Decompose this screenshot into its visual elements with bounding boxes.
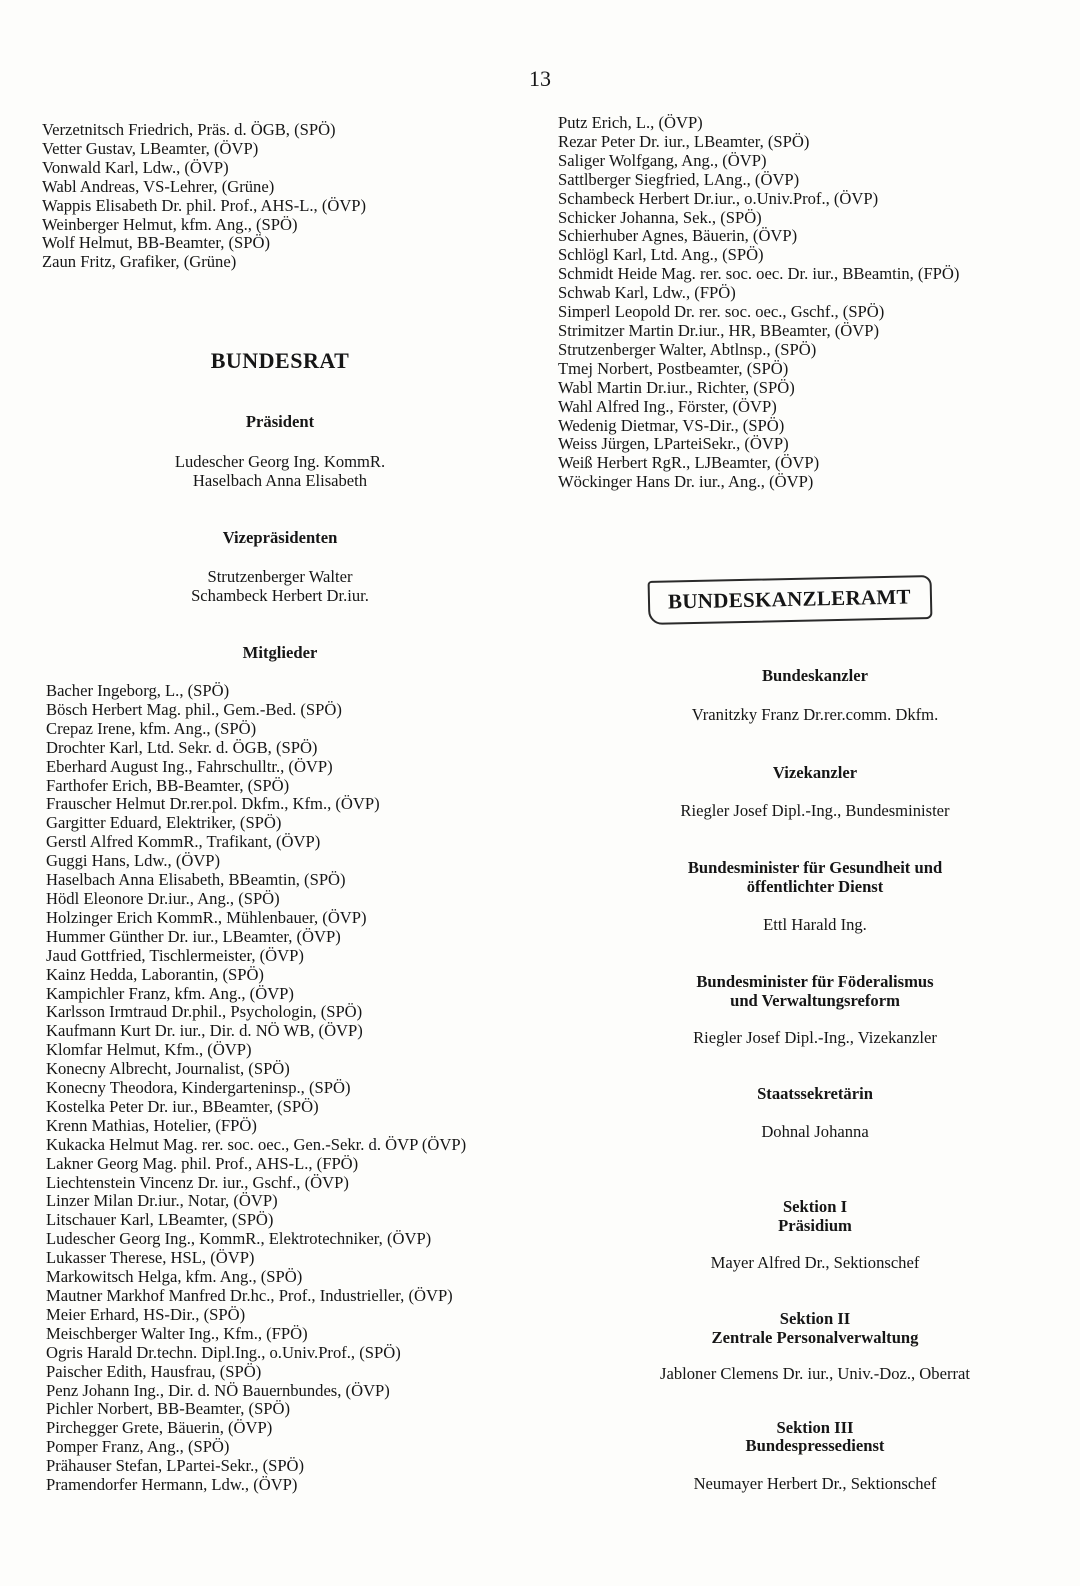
list-item: Weinberger Helmut, kfm. Ang., (SPÖ) <box>42 214 298 234</box>
section-name: Ettl Harald Ing. <box>763 915 867 934</box>
list-item: Pramendorfer Hermann, Ldw., (ÖVP) <box>46 1475 298 1495</box>
list-item: Frauscher Helmut Dr.rer.pol. Dkfm., Kfm., (ÖVP) <box>46 794 380 814</box>
list-item: Prähauser Stefan, LPartei-Sekr., (SPÖ) <box>46 1456 305 1476</box>
list-item: Rezar Peter Dr. iur., LBeamter, (SPÖ) <box>558 131 810 151</box>
section-heading: Sektion I <box>782 1197 848 1216</box>
list-item: Hummer Günther Dr. iur., LBeamter, (ÖVP) <box>46 926 341 946</box>
list-item: Simperl Leopold Dr. rer. soc. oec., Gschf., (SPÖ) <box>558 302 885 322</box>
list-item: Jaud Gottfried, Tischlermeister, (ÖVP) <box>46 945 304 965</box>
list-item: Meischberger Walter Ing., Kfm., (FPÖ) <box>46 1323 308 1343</box>
section-heading-line2: Präsidium <box>778 1216 852 1235</box>
list-item: Farthofer Erich, BB-Beamter, (SPÖ) <box>46 775 290 795</box>
list-item: Linzer Milan Dr.iur., Notar, (ÖVP) <box>46 1191 278 1211</box>
vizepraesidenten-heading: Vizepräsidenten <box>222 528 338 547</box>
section-name: Riegler Josef Dipl.-Ing., Bundesminister <box>680 801 950 820</box>
bundeskanzleramt-title: BUNDESKANZLERAMT <box>667 584 912 614</box>
list-item: Gargitter Eduard, Elektriker, (SPÖ) <box>46 813 282 833</box>
list-item: Mautner Markhof Manfred Dr.hc., Prof., Industrieller, (ÖVP) <box>46 1286 453 1305</box>
mitglieder-heading: Mitglieder <box>242 643 318 662</box>
list-item: Krenn Mathias, Hotelier, (FPÖ) <box>46 1115 257 1135</box>
list-item: Schicker Johanna, Sek., (SPÖ) <box>558 207 762 227</box>
bundeskanzleramt-title-box <box>648 575 933 625</box>
list-item: Bacher Ingeborg, L., (SPÖ) <box>46 681 230 700</box>
section-heading: Bundesminister für Föderalismus <box>696 972 934 991</box>
section-heading: Bundeskanzler <box>761 666 869 685</box>
list-item: Crepaz Irene, kfm. Ang., (SPÖ) <box>46 718 257 738</box>
list-item: Haselbach Anna Elisabeth, BBeamtin, (SPÖ) <box>46 870 346 890</box>
praesident-name-2: Haselbach Anna Elisabeth <box>192 471 368 490</box>
nationalrat-list-continued <box>42 121 366 272</box>
list-item: Holzinger Erich KommR., Mühlenbauer, (ÖVP) <box>46 907 367 927</box>
list-item: Klomfar Helmut, Kfm., (ÖVP) <box>46 1040 252 1060</box>
list-item: Ludescher Georg Ing., KommR., Elektrotechniker, (ÖVP) <box>46 1229 432 1249</box>
list-item: Vonwald Karl, Ldw., (ÖVP) <box>42 157 229 177</box>
list-item: Meier Erhard, HS-Dir., (SPÖ) <box>46 1304 246 1324</box>
list-item: Litschauer Karl, LBeamter, (SPÖ) <box>46 1210 274 1230</box>
list-item: Weiß Herbert RgR., LJBeamter, (ÖVP) <box>558 453 820 473</box>
list-item: Bösch Herbert Mag. phil., Gem.-Bed. (SPÖ) <box>46 699 342 719</box>
section-name: Vranitzky Franz Dr.rer.comm. Dkfm. <box>691 705 939 724</box>
vizepraesident-name-1: Strutzenberger Walter <box>207 567 353 586</box>
list-item: Verzetnitsch Friedrich, Präs. d. ÖGB, (SPÖ) <box>42 120 336 139</box>
list-item: Pichler Norbert, BB-Beamter, (SPÖ) <box>46 1399 291 1419</box>
list-item: Wahl Alfred Ing., Förster, (ÖVP) <box>558 396 777 416</box>
list-item: Guggi Hans, Ldw., (ÖVP) <box>46 851 221 871</box>
list-item: Kaufmann Kurt Dr. iur., Dir. d. NÖ WB, (ÖVP) <box>46 1021 363 1041</box>
praesident-heading: Präsident <box>245 412 315 431</box>
list-item: Kainz Hedda, Laborantin, (SPÖ) <box>46 964 264 984</box>
list-item: Kampichler Franz, kfm. Ang., (ÖVP) <box>46 983 294 1003</box>
list-item: Schwab Karl, Ldw., (FPÖ) <box>558 283 736 303</box>
list-item: Schierhuber Agnes, Bäuerin, (ÖVP) <box>558 226 798 246</box>
list-item: Kukacka Helmut Mag. rer. soc. oec., Gen.-Sekr. d. ÖVP (ÖVP) <box>46 1134 467 1154</box>
section-heading-line2: Zentrale Personalverwaltung <box>711 1328 919 1347</box>
section-name: Mayer Alfred Dr., Sektionschef <box>710 1253 920 1272</box>
list-item: Schambeck Herbert Dr.iur., o.Univ.Prof., (ÖVP) <box>558 188 879 208</box>
section-name: Dohnal Johanna <box>761 1122 869 1141</box>
list-item: Sattlberger Siegfried, LAng., (ÖVP) <box>558 169 800 189</box>
list-item: Saliger Wolfgang, Ang., (ÖVP) <box>558 150 767 170</box>
list-item: Gerstl Alfred KommR., Trafikant, (ÖVP) <box>46 832 321 852</box>
list-item: Wabl Martin Dr.iur., Richter, (SPÖ) <box>558 377 795 397</box>
list-item: Markowitsch Helga, kfm. Ang., (SPÖ) <box>46 1267 303 1287</box>
list-item: Pirchegger Grete, Bäuerin, (ÖVP) <box>46 1418 273 1438</box>
section-heading: Staatssekretärin <box>757 1084 873 1103</box>
list-item: Weiss Jürgen, LParteiSekr., (ÖVP) <box>558 434 789 454</box>
list-item: Tmej Norbert, Postbeamter, (SPÖ) <box>558 358 789 378</box>
page-number: 13 <box>529 66 551 91</box>
list-item: Lakner Georg Mag. phil. Prof., AHS-L., (FPÖ) <box>46 1153 359 1173</box>
section-heading: Bundesminister für Gesundheit und <box>687 858 943 877</box>
praesident-name-1: Ludescher Georg Ing. KommR. <box>174 452 386 471</box>
list-item: Pomper Franz, Ang., (SPÖ) <box>46 1437 230 1457</box>
list-item: Wedenig Dietmar, VS-Dir., (SPÖ) <box>558 415 785 435</box>
section-heading-line2: Bundespressedienst <box>745 1436 885 1455</box>
list-item: Wolf Helmut, BB-Beamter, (SPÖ) <box>42 233 270 253</box>
section-name: Riegler Josef Dipl.-Ing., Vizekanzler <box>693 1028 937 1047</box>
section-heading: Sektion III <box>776 1418 854 1437</box>
bundesrat-members-list <box>46 682 466 1495</box>
list-item: Putz Erich, L., (ÖVP) <box>558 113 703 132</box>
list-item: Drochter Karl, Ltd. Sekr. d. ÖGB, (SPÖ) <box>46 737 318 757</box>
list-item: Liechtenstein Vincenz Dr. iur., Gschf., (ÖVP) <box>46 1172 349 1192</box>
list-item: Schmidt Heide Mag. rer. soc. oec. Dr. iur., BBeamtin, (FPÖ) <box>558 264 960 284</box>
section-heading: Sektion II <box>779 1309 851 1328</box>
list-item: Strutzenberger Walter, Abtlnsp., (SPÖ) <box>558 339 817 359</box>
list-item: Ogris Harald Dr.techn. Dipl.Ing., o.Univ.Prof., (SPÖ) <box>46 1342 401 1362</box>
list-item: Wappis Elisabeth Dr. phil. Prof., AHS-L., (ÖVP) <box>42 195 367 215</box>
bundesrat-members-list-continued <box>558 114 959 492</box>
list-item: Vetter Gustav, LBeamter, (ÖVP) <box>42 138 259 158</box>
section-name: Jabloner Clemens Dr. iur., Univ.-Doz., Oberrat <box>660 1364 970 1383</box>
section-heading-line2: öffentlichter Dienst <box>746 877 884 896</box>
list-item: Zaun Fritz, Grafiker, (Grüne) <box>42 252 237 272</box>
list-item: Hödl Eleonore Dr.iur., Ang., (SPÖ) <box>46 888 280 908</box>
list-item: Eberhard August Ing., Fahrschulltr., (ÖVP) <box>46 756 333 776</box>
list-item: Lukasser Therese, HSL, (ÖVP) <box>46 1248 255 1268</box>
list-item: Strimitzer Martin Dr.iur., HR, BBeamter, (ÖVP) <box>558 320 880 340</box>
list-item: Penz Johann Ing., Dir. d. NÖ Bauernbundes, (ÖVP) <box>46 1380 390 1400</box>
vizepraesident-name-2: Schambeck Herbert Dr.iur. <box>191 586 369 605</box>
list-item: Karlsson Irmtraud Dr.phil., Psychologin, (SPÖ) <box>46 1002 363 1022</box>
section-heading: Vizekanzler <box>772 763 858 782</box>
list-item: Kostelka Peter Dr. iur., BBeamter, (SPÖ) <box>46 1096 319 1116</box>
section-heading-line2: und Verwaltungsreform <box>730 991 900 1010</box>
list-item: Paischer Edith, Hausfrau, (SPÖ) <box>46 1361 262 1381</box>
list-item: Schlögl Karl, Ltd. Ang., (SPÖ) <box>558 245 764 265</box>
section-name: Neumayer Herbert Dr., Sektionschef <box>693 1474 937 1493</box>
bundesrat-title: BUNDESRAT <box>210 348 350 373</box>
list-item: Wabl Andreas, VS-Lehrer, (Grüne) <box>42 176 275 196</box>
list-item: Konecny Theodora, Kindergarteninsp., (SPÖ) <box>46 1078 351 1098</box>
list-item: Wöckinger Hans Dr. iur., Ang., (ÖVP) <box>558 472 814 492</box>
list-item: Konecny Albrecht, Journalist, (SPÖ) <box>46 1059 290 1079</box>
